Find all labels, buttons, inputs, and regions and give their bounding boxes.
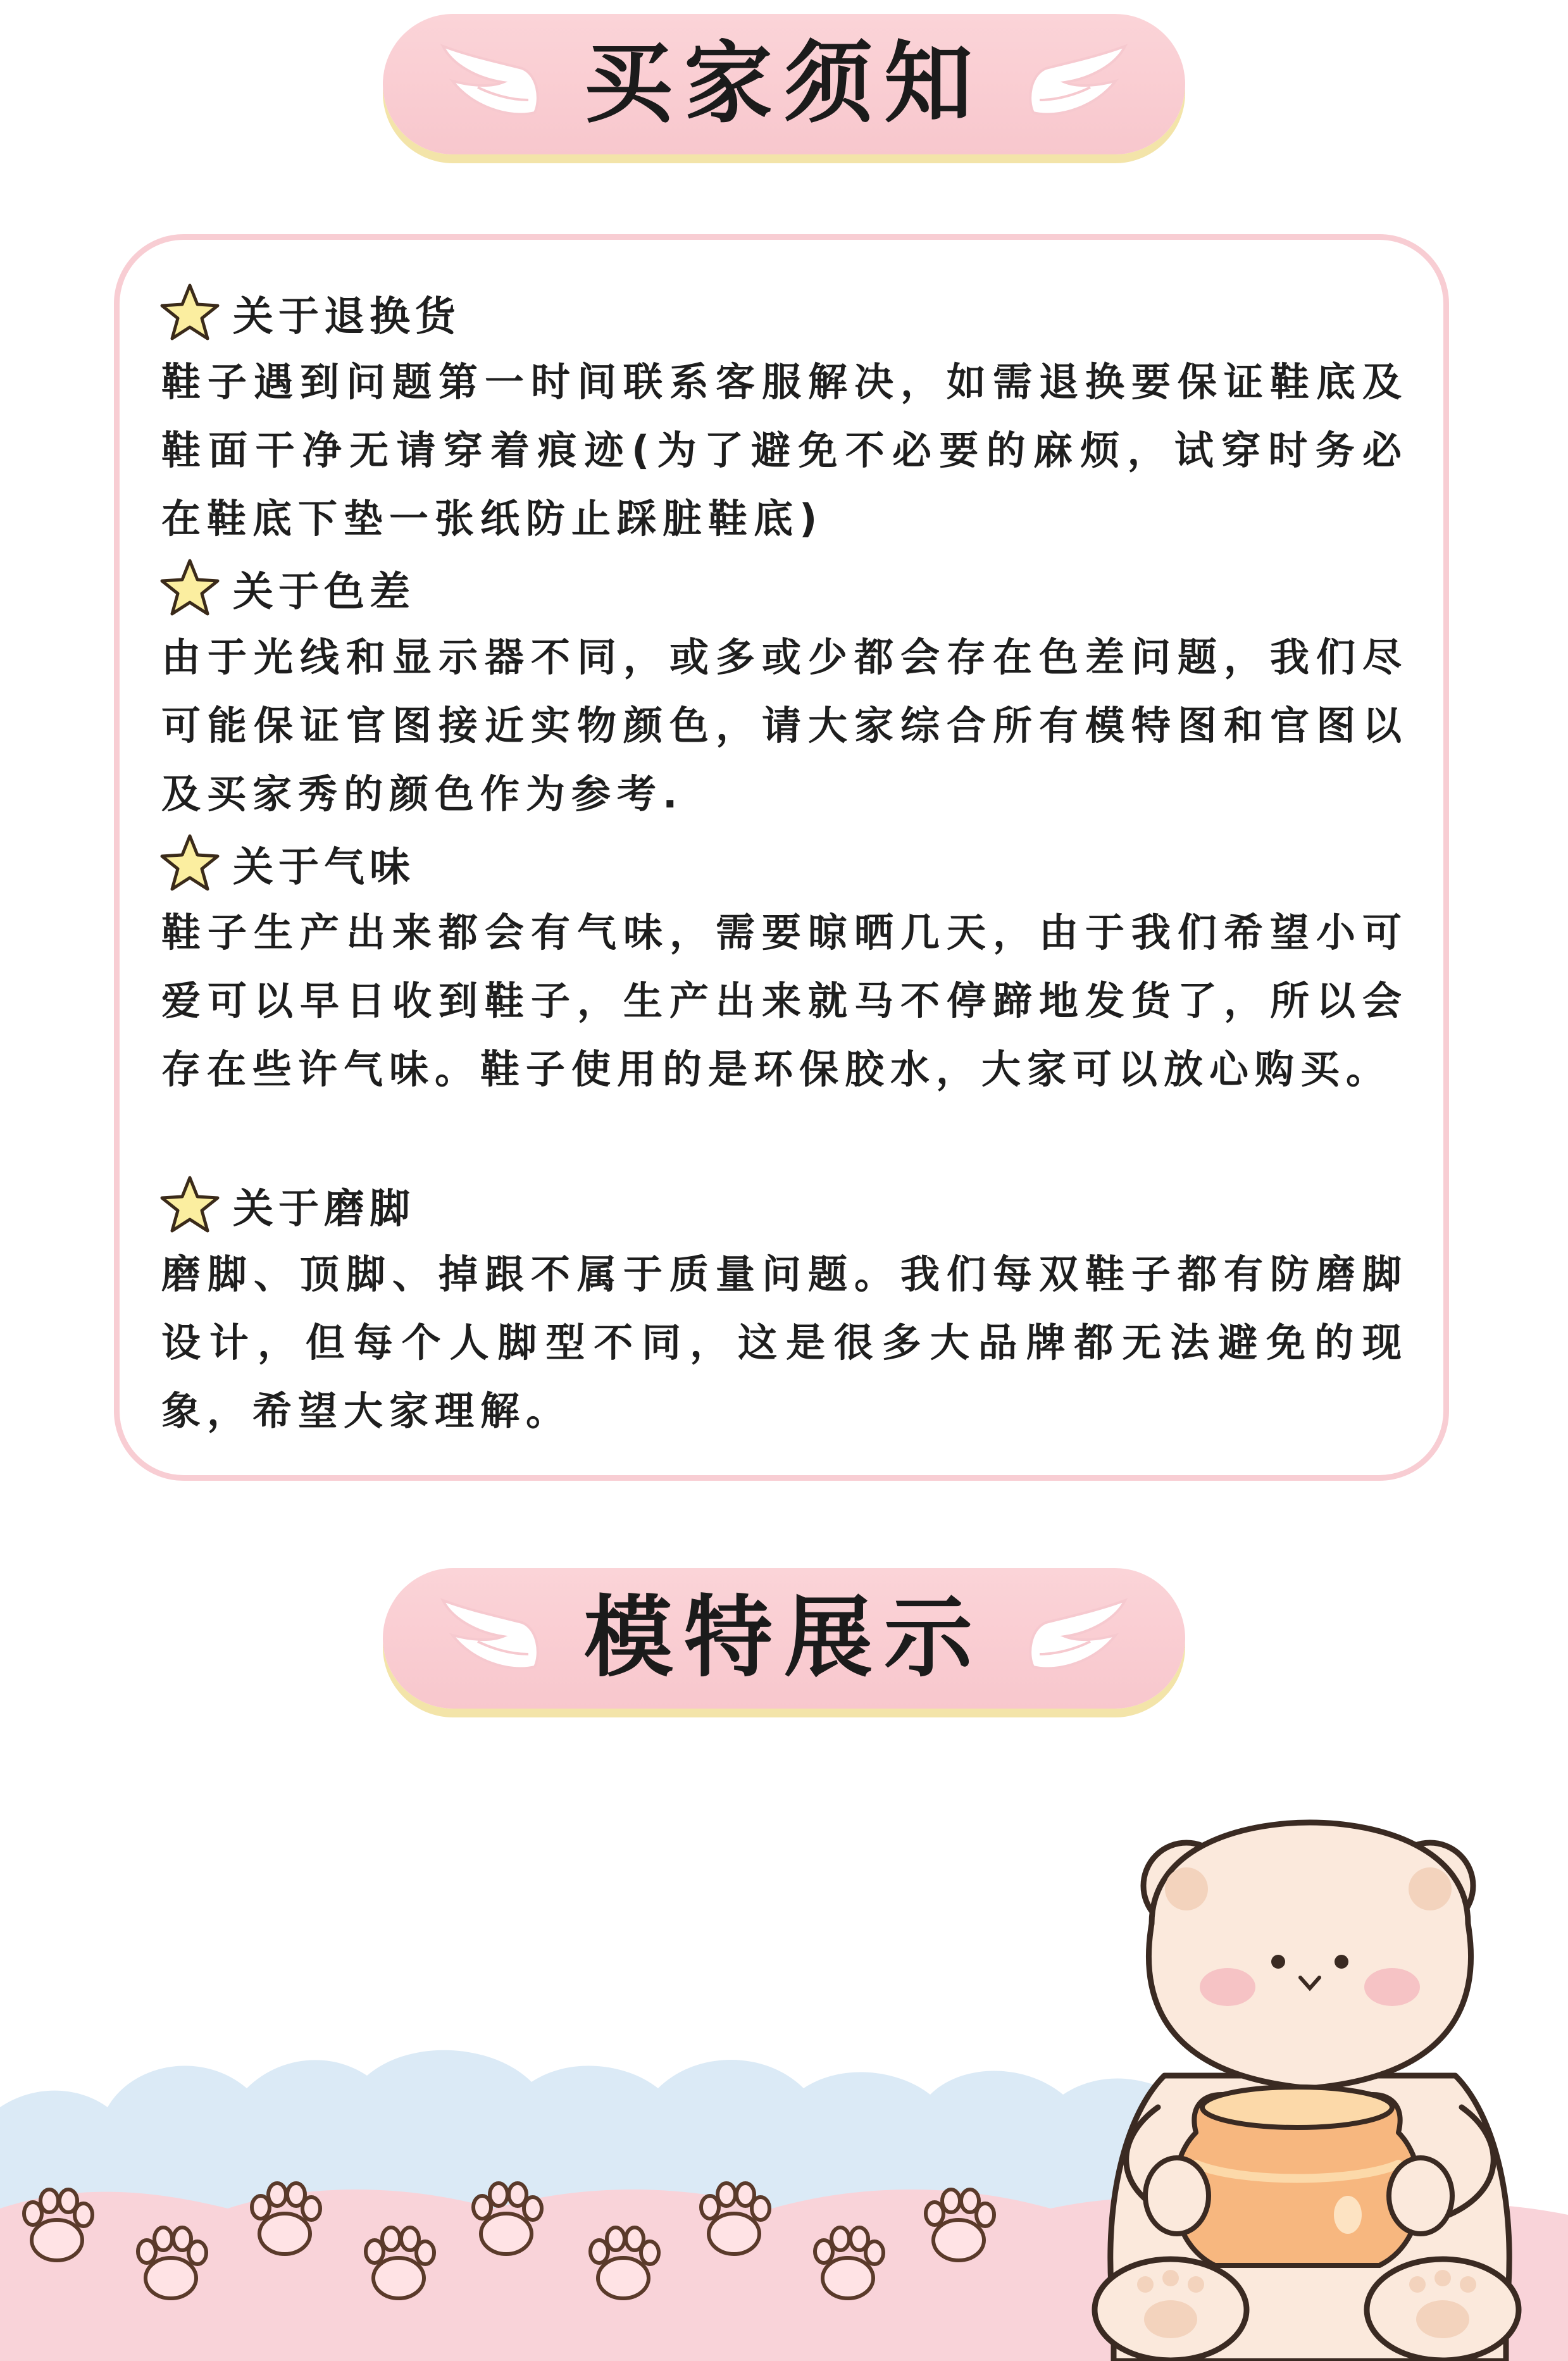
- bottom-decoration: [0, 1810, 1568, 2361]
- section-title-label: 关于磨脚: [233, 1186, 415, 1233]
- section-title-label: 关于色差: [233, 569, 415, 616]
- notice-header: [383, 14, 1185, 154]
- star-icon: [158, 282, 221, 345]
- models-header: [383, 1568, 1185, 1709]
- star-icon: [158, 832, 221, 895]
- page-title: 买家须知: [583, 32, 984, 135]
- section-title-returns: [158, 278, 461, 348]
- section-title-label: 关于气味: [233, 844, 415, 891]
- star-icon: [158, 1174, 221, 1237]
- section-title-odor: [158, 829, 415, 899]
- section-body-returns: 鞋子遇到问题第一时间联系客服解决，如需退换要保证鞋底及鞋面干净无请穿着痕迹(为了避免不必要的麻烦，试穿时务必在鞋底下垫一张纸防止踩脏鞋底): [161, 359, 1408, 542]
- section-body-color: 由于光线和显示器不同，或多或少都会存在色差问题，我们尽可能保证官图接近实物颜色，请大家综合所有模特图和官图以及买家秀的颜色作为参考.: [161, 634, 1408, 817]
- bear-illustration: [1095, 1822, 1519, 2361]
- section-title-chafing: [158, 1171, 415, 1240]
- section-body-odor: 鞋子生产出来都会有气味，需要晾晒几天，由于我们希望小可爱可以早日收到鞋子，生产出来就马不停蹄地发货了，所以会存在些许气味。鞋子使用的是环保胶水，大家可以放心购买。: [161, 909, 1408, 1092]
- section-body-chafing: 磨脚、顶脚、掉跟不属于质量问题。我们每双鞋子都有防磨脚设计，但每个人脚型不同，这是很多大品牌都无法避免的现象，希望大家理解。: [161, 1251, 1408, 1434]
- section-title-color: [158, 554, 415, 623]
- section-title-label: 关于退换货: [233, 294, 461, 340]
- section-heading: 模特展示: [583, 1586, 984, 1690]
- wing-icon: [1027, 37, 1135, 132]
- star-icon: [158, 557, 221, 620]
- wing-icon: [1027, 1591, 1135, 1686]
